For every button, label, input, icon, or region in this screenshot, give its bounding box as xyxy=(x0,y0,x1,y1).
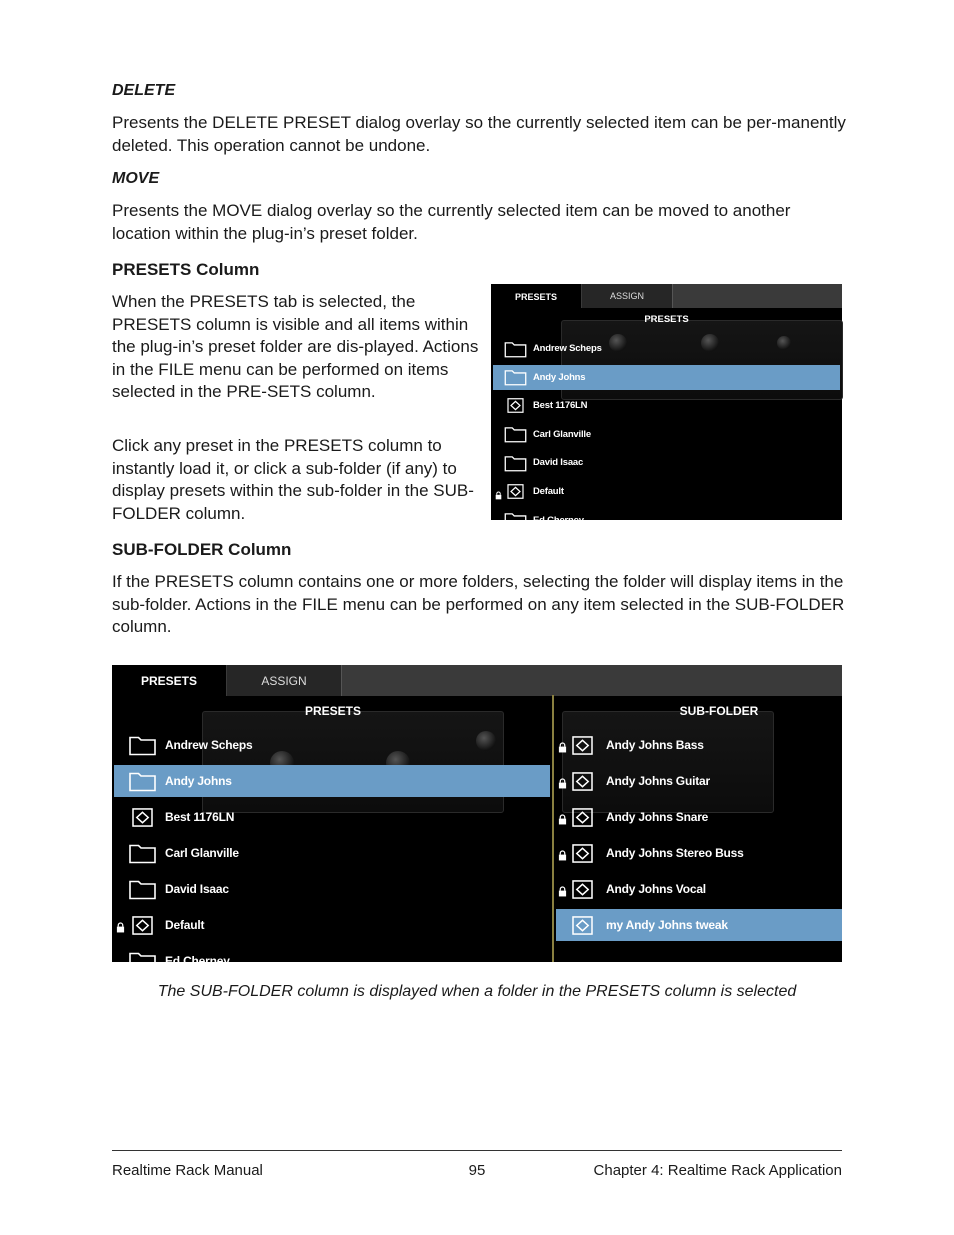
list-item[interactable] xyxy=(114,765,550,797)
list-item[interactable] xyxy=(493,365,840,390)
list-item[interactable] xyxy=(493,479,840,504)
list-item[interactable] xyxy=(493,450,840,475)
list-item[interactable] xyxy=(114,801,550,833)
subfolder-list xyxy=(554,665,842,962)
list-item-label: Ed Cherney xyxy=(165,954,230,968)
list-item[interactable] xyxy=(556,729,842,761)
lock-icon xyxy=(558,740,567,758)
list-item-label: Andy Johns Stereo Buss xyxy=(606,846,744,860)
list-item-label: Andy Johns Vocal xyxy=(606,882,706,896)
list-item[interactable] xyxy=(556,801,842,833)
list-item[interactable] xyxy=(114,837,550,869)
footer-chapter: Chapter 4: Realtime Rack Application xyxy=(593,1162,842,1179)
list-item-label: Andy Johns Guitar xyxy=(606,774,710,788)
footer-manual-title: Realtime Rack Manual xyxy=(112,1162,263,1179)
preset-icon xyxy=(572,772,593,796)
list-item[interactable] xyxy=(114,729,550,761)
lock-icon xyxy=(116,920,125,938)
list-item-label: Default xyxy=(533,486,564,497)
list-item[interactable] xyxy=(493,508,840,533)
list-item[interactable] xyxy=(556,909,842,941)
list-item-label: David Isaac xyxy=(165,882,229,896)
footer-page-number: 95 xyxy=(468,1162,486,1179)
tab-assign[interactable]: ASSIGN xyxy=(227,665,342,696)
list-item[interactable] xyxy=(493,422,840,447)
list-item[interactable] xyxy=(556,837,842,869)
subfolder-column-para: If the PRESETS column contains one or more folders, selecting the folder will display items in the sub-folder. Actions in the FILE menu can be performed on any item selected in the SUB-FOLDER column. xyxy=(112,572,845,636)
list-item[interactable] xyxy=(556,765,842,797)
footer-rule xyxy=(112,1150,842,1151)
presets-column-para-2: Click any preset in the PRESETS column to instantly load it, or click a sub-folder (if any) to display presets within the sub-folder in the SUB-FOLDER column. xyxy=(112,436,474,523)
folder-icon xyxy=(504,340,527,363)
preset-icon xyxy=(572,880,593,904)
list-item-label: Best 1176LN xyxy=(533,400,588,412)
tab-presets[interactable]: PRESETS xyxy=(491,284,581,309)
lock-icon xyxy=(558,776,567,794)
move-heading: MOVE xyxy=(112,170,160,187)
folder-icon xyxy=(504,368,527,391)
figure-caption: The SUB-FOLDER column is displayed when a folder in the PRESETS column is selected xyxy=(157,983,797,1000)
list-item-label: Carl Glanville xyxy=(533,428,591,440)
lock-icon xyxy=(558,812,567,830)
folder-icon xyxy=(128,950,157,977)
list-item-label: Andy Johns Bass xyxy=(606,738,704,752)
list-item-label: Andrew Scheps xyxy=(533,343,602,354)
list-item-label: David Isaac xyxy=(533,457,584,469)
preset-icon xyxy=(132,808,153,832)
list-item-label: Default xyxy=(165,918,205,932)
folder-icon xyxy=(504,511,527,534)
preset-icon xyxy=(132,916,153,940)
list-item[interactable] xyxy=(114,945,550,977)
list-item-label: Best 1176LN xyxy=(165,810,235,824)
list-item[interactable] xyxy=(556,873,842,905)
list-item-label: Ed Cherney xyxy=(533,514,584,526)
delete-heading: DELETE xyxy=(112,82,176,99)
move-description: Presents the MOVE dialog overlay so the currently selected item can be moved to another location within the plug-in’s preset folder. xyxy=(112,201,791,243)
list-item-label: Andy Johns xyxy=(533,371,586,383)
subfolder-column-heading: SUB-FOLDER Column xyxy=(112,540,292,559)
preset-icon xyxy=(507,484,524,504)
preset-icon xyxy=(507,398,524,418)
presets-column-title: PRESETS xyxy=(644,314,689,325)
list-item[interactable] xyxy=(493,393,840,418)
presets-list xyxy=(112,665,552,968)
folder-icon xyxy=(128,770,157,797)
folder-icon xyxy=(128,734,157,761)
list-item-label: Andrew Scheps xyxy=(165,738,253,752)
tab-bar xyxy=(491,284,842,308)
presets-column-heading: PRESETS Column xyxy=(112,260,260,279)
list-item-label: Andy Johns Snare xyxy=(606,810,709,824)
presets-column-para-1: When the PRESETS tab is selected, the PRESETS column is visible and all items within the plug-in’s preset folder are dis-played. Actions in the FILE menu can be performed on items selected in the PRE-SETS column. xyxy=(112,292,479,401)
preset-icon xyxy=(572,844,593,868)
folder-icon xyxy=(128,842,157,869)
folder-icon xyxy=(504,425,527,448)
presets-column-screenshot xyxy=(491,284,842,526)
list-item-label: Carl Glanville xyxy=(165,846,239,860)
presets-column-title: PRESETS xyxy=(304,704,361,718)
subfolder-column-screenshot xyxy=(112,665,842,968)
preset-icon xyxy=(572,808,593,832)
delete-description: Presents the DELETE PRESET dialog overlay so the currently selected item can be per-manently deleted. This operation cannot be undone. xyxy=(112,113,846,155)
list-item-label: my Andy Johns tweak xyxy=(606,918,728,932)
subfolder-column-title: SUB-FOLDER xyxy=(679,704,759,718)
lock-icon xyxy=(558,848,567,866)
folder-icon xyxy=(504,454,527,477)
tab-presets[interactable]: PRESETS xyxy=(112,665,226,697)
lock-icon xyxy=(495,487,502,505)
list-item[interactable] xyxy=(493,336,840,361)
preset-icon xyxy=(572,916,593,940)
preset-icon xyxy=(572,736,593,760)
list-item[interactable] xyxy=(114,873,550,905)
folder-icon xyxy=(128,878,157,905)
tab-assign[interactable]: ASSIGN xyxy=(582,284,673,308)
list-item-label: Andy Johns xyxy=(165,774,232,788)
list-item[interactable] xyxy=(114,909,550,941)
lock-icon xyxy=(558,884,567,902)
